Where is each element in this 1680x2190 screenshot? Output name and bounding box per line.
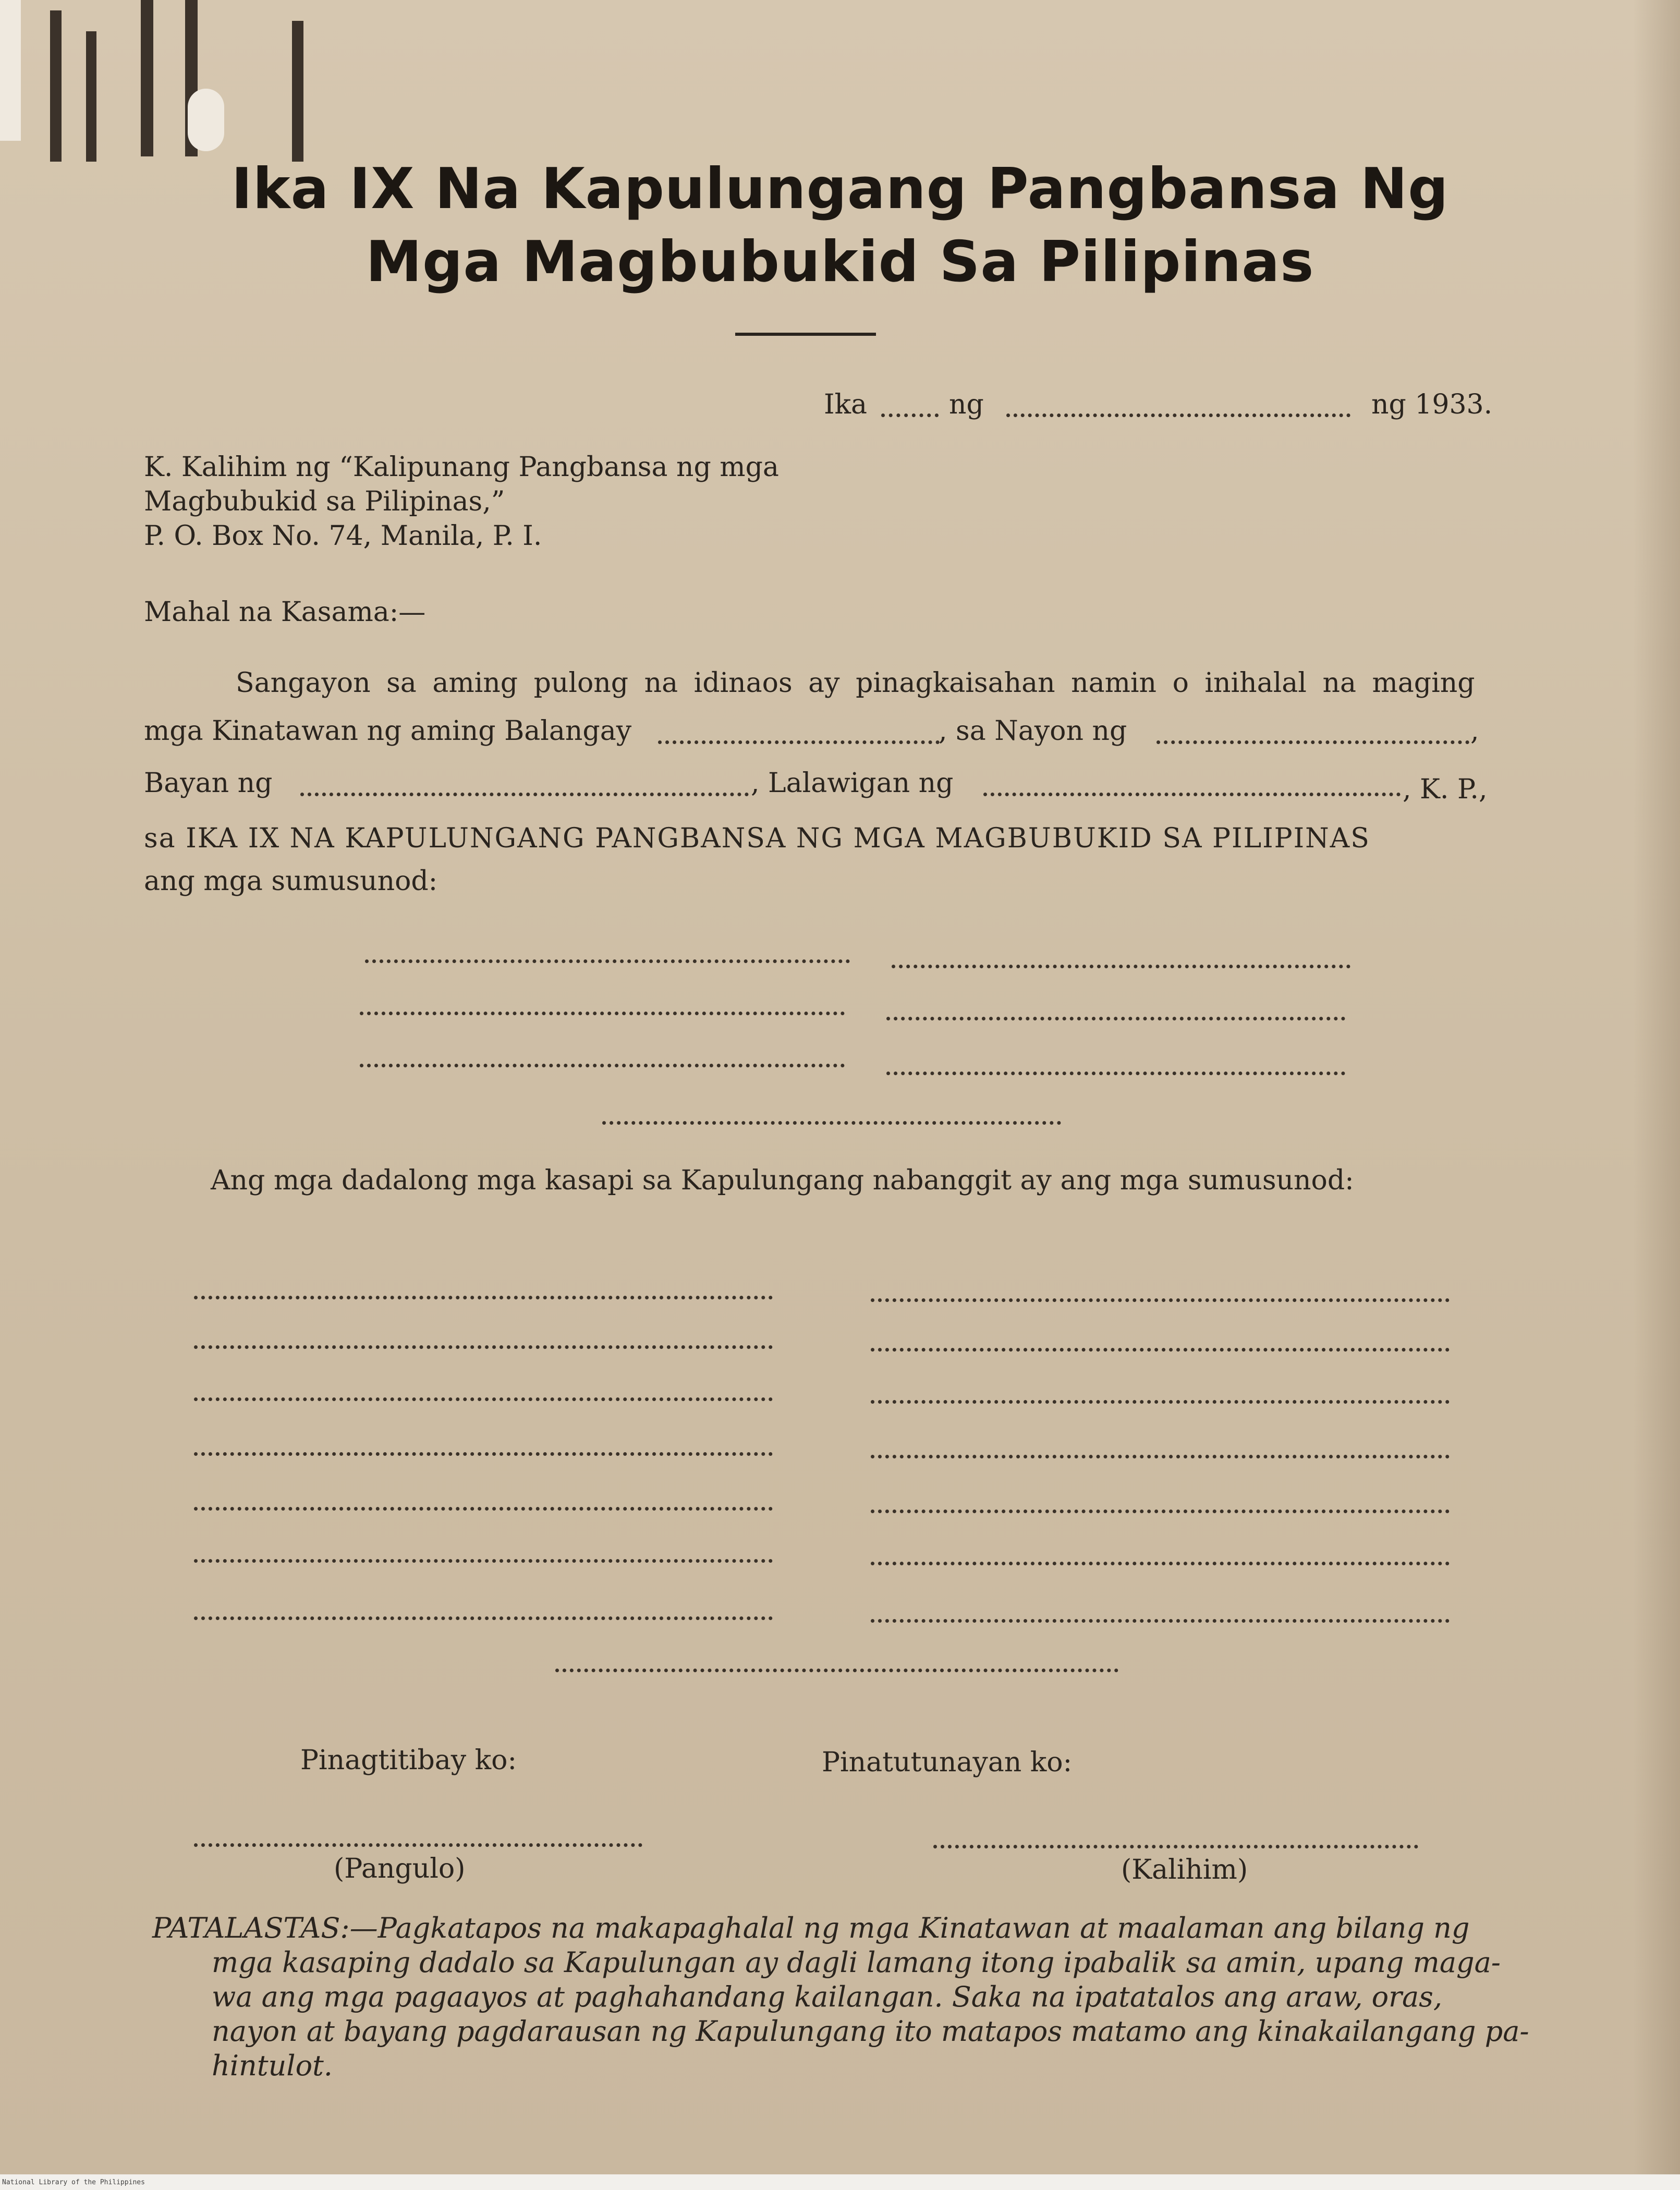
- body-line-3b: , Lalawigan ng: [751, 768, 954, 799]
- scan-footer-strip: [0, 2174, 1680, 2190]
- body-line-2b: , sa Nayon ng: [939, 715, 1127, 747]
- representative-field[interactable]: [886, 1072, 1345, 1075]
- title-line-2: Mga Magbubukid Sa Pilipinas: [366, 229, 1314, 295]
- representative-field[interactable]: [360, 1012, 845, 1015]
- kalihim-signature-field[interactable]: [933, 1845, 1418, 1848]
- nayon-field[interactable]: [1156, 740, 1469, 744]
- certification-label: Pinatutunayan ko:: [822, 1747, 1073, 1778]
- body-line-1: Sangayon sa aming pulong na idinaos ay pinagkaisahan namin o inihalal na maging: [236, 667, 1475, 699]
- notice-line-4: nayon at bayang pagdarausan ng Kapulungang ito matapos matamo ang kinakailangang pa-: [212, 2015, 1529, 2048]
- member-field[interactable]: [871, 1619, 1450, 1623]
- body-line-5: ang mga sumusunod:: [144, 866, 438, 897]
- notice-line-1: [152, 1912, 1470, 1944]
- member-field[interactable]: [871, 1400, 1450, 1404]
- pangulo-caption: (Pangulo): [334, 1853, 466, 1884]
- representative-field[interactable]: [365, 959, 850, 963]
- member-field[interactable]: [194, 1616, 773, 1620]
- body-line-2c: ,: [1470, 715, 1479, 747]
- punch-mark: [292, 21, 303, 162]
- member-field[interactable]: [871, 1562, 1450, 1565]
- representative-field[interactable]: [602, 1121, 1061, 1125]
- representative-field[interactable]: [886, 1017, 1345, 1020]
- notice-heading: PATALASTAS:: [152, 1912, 350, 1944]
- member-field[interactable]: [871, 1510, 1450, 1513]
- body-line-3a: Bayan ng: [144, 768, 273, 799]
- notice-line-5: hintulot.: [212, 2049, 333, 2082]
- member-field[interactable]: [194, 1345, 773, 1349]
- notice-line-2: mga kasaping dadalo sa Kapulungan ay dagli lamang itong ipabalik sa amin, upang maga-: [212, 1946, 1501, 1979]
- pangulo-signature-field[interactable]: [194, 1843, 642, 1847]
- member-field[interactable]: [871, 1348, 1450, 1352]
- address-line-1: K. Kalihim ng “Kalipunang Pangbansa ng mga: [144, 452, 779, 483]
- punch-hole: [188, 89, 224, 151]
- member-field[interactable]: [194, 1397, 773, 1401]
- member-field[interactable]: [194, 1452, 773, 1456]
- punch-mark: [86, 31, 96, 162]
- title-rule: [735, 333, 876, 336]
- members-intro: Ang mga dadalong mga kasapi sa Kapulungang nabanggit ay ang mga sumusunod:: [211, 1165, 1354, 1196]
- member-field[interactable]: [871, 1455, 1450, 1458]
- member-field[interactable]: [194, 1559, 773, 1563]
- notice-text-1: —Pagkatapos na makapaghalal ng mga Kinatawan at maalaman ang bilang ng: [349, 1912, 1470, 1944]
- scan-footer-text: National Library of the Philippines: [2, 2179, 145, 2186]
- date-label-ika: Ika: [824, 389, 868, 420]
- approval-label: Pinagtitibay ko:: [300, 1745, 517, 1776]
- representative-field[interactable]: [360, 1064, 845, 1067]
- body-line-2a: mga Kinatawan ng aming Balangay: [144, 715, 632, 747]
- member-field[interactable]: [555, 1669, 1118, 1672]
- date-month-field[interactable]: [1006, 413, 1350, 417]
- punch-mark: [141, 0, 153, 156]
- date-label-ng: ng: [949, 389, 984, 420]
- bayan-field[interactable]: [300, 793, 749, 796]
- balangay-field[interactable]: [658, 740, 940, 744]
- representative-field[interactable]: [892, 965, 1350, 968]
- member-field[interactable]: [194, 1507, 773, 1511]
- torn-corner: [0, 0, 21, 141]
- body-line-3c: , K. P.,: [1403, 774, 1488, 805]
- title-line-1: Ika IX Na Kapulungang Pangbansa Ng: [231, 156, 1449, 222]
- member-field[interactable]: [194, 1296, 773, 1299]
- body-line-4: sa IKA IX NA KAPULUNGANG PANGBANSA NG MGA MAGBUBUKID SA PILIPINAS: [144, 823, 1370, 854]
- address-line-2: Magbubukid sa Pilipinas,”: [144, 486, 505, 517]
- member-field[interactable]: [871, 1298, 1450, 1302]
- address-line-3: P. O. Box No. 74, Manila, P. I.: [144, 520, 542, 552]
- punch-mark: [50, 10, 62, 162]
- date-day-field[interactable]: [881, 413, 939, 417]
- kalihim-caption: (Kalihim): [1121, 1854, 1248, 1885]
- lalawigan-field[interactable]: [983, 793, 1401, 796]
- notice-line-3: wa ang mga pagaayos at paghahandang kailangan. Saka na ipatatalos ang araw, oras,: [212, 1980, 1443, 2013]
- salutation: Mahal na Kasama:—: [144, 597, 426, 628]
- date-year: ng 1933.: [1371, 389, 1493, 420]
